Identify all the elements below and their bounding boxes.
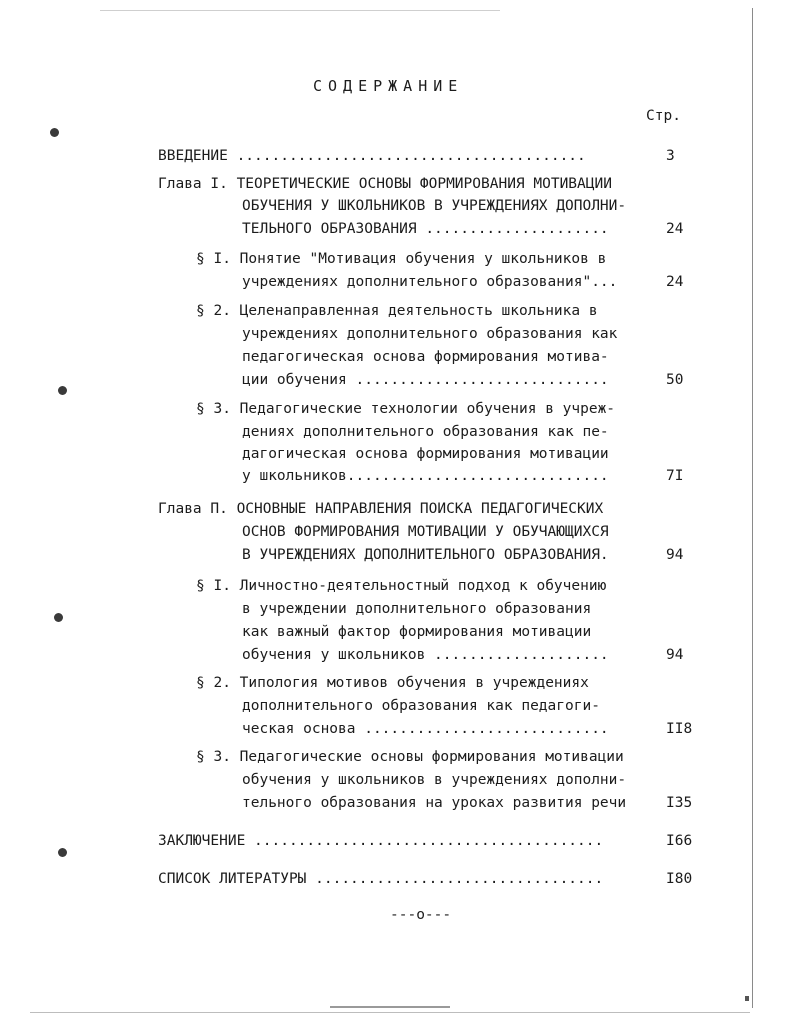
toc-line: дополнительного образования как педагоги- xyxy=(242,698,600,714)
toc-line: учреждениях дополнительного образования"... xyxy=(242,274,618,290)
binding-hole-mark xyxy=(58,848,67,857)
toc-line: ВВЕДЕНИЕ ........................................ xyxy=(158,148,586,164)
toc-line: ческая основа ............................ xyxy=(242,721,609,737)
toc-line: в учреждении дополнительного образования xyxy=(242,601,592,617)
scan-edge-bottom-mark xyxy=(330,1006,450,1008)
end-mark: ---o--- xyxy=(390,907,452,923)
toc-line: дениях дополнительного образования как пе- xyxy=(242,424,609,440)
toc-line: как важный фактор формирования мотивации xyxy=(242,624,592,640)
toc-line: обучения у школьников .................... xyxy=(242,647,609,663)
page-column-label: Стр. xyxy=(646,108,681,124)
scan-speck xyxy=(745,996,749,1001)
toc-title: СОДЕРЖАНИЕ xyxy=(313,77,464,95)
toc-page-number: I66 xyxy=(666,833,693,849)
toc-page-number: II8 xyxy=(666,721,693,737)
toc-page-number: I80 xyxy=(666,871,693,887)
toc-line: § 3. Педагогические технологии обучения в учреж- xyxy=(196,401,616,417)
toc-page-number: 24 xyxy=(666,274,684,290)
binding-hole-mark xyxy=(54,613,63,622)
toc-line: обучения у школьников в учреждениях дополни- xyxy=(242,772,627,788)
toc-page-number: 50 xyxy=(666,372,684,388)
toc-page-number: 94 xyxy=(666,647,684,663)
toc-line: § 2. Целенаправленная деятельность школьника в xyxy=(196,303,598,319)
toc-line: § I. Личностно-деятельностный подход к обучению xyxy=(196,578,607,594)
toc-line: Глава I. ТЕОРЕТИЧЕСКИЕ ОСНОВЫ ФОРМИРОВАНИЯ МОТИВАЦИИ xyxy=(158,176,612,192)
toc-line: учреждениях дополнительного образования как xyxy=(242,326,618,342)
toc-page-number: 3 xyxy=(666,148,675,164)
toc-page-number: 94 xyxy=(666,547,684,563)
scan-edge-bottom xyxy=(30,1012,750,1013)
toc-line: у школьников.............................. xyxy=(242,468,609,484)
toc-line: ОБУЧЕНИЯ У ШКОЛЬНИКОВ В УЧРЕЖДЕНИЯХ ДОПОЛНИ- xyxy=(242,198,627,214)
toc-line: ции обучения ............................. xyxy=(242,372,609,388)
toc-page-number: I35 xyxy=(666,795,693,811)
toc-line: § 3. Педагогические основы формирования мотивации xyxy=(196,749,624,765)
scan-edge-right xyxy=(752,8,753,1008)
toc-line: § I. Понятие "Мотивация обучения у школьников в xyxy=(196,251,607,267)
toc-line: ОСНОВ ФОРМИРОВАНИЯ МОТИВАЦИИ У ОБУЧАЮЩИХСЯ xyxy=(242,524,609,540)
toc-line: ТЕЛЬНОГО ОБРАЗОВАНИЯ ..................... xyxy=(242,221,609,237)
toc-line: СПИСОК ЛИТЕРАТУРЫ ................................. xyxy=(158,871,604,887)
toc-line: В УЧРЕЖДЕНИЯХ ДОПОЛНИТЕЛЬНОГО ОБРАЗОВАНИЯ. xyxy=(242,547,609,563)
toc-page-number: 24 xyxy=(666,221,684,237)
toc-line: § 2. Типология мотивов обучения в учреждениях xyxy=(196,675,589,691)
toc-page-number: 7I xyxy=(666,468,684,484)
scan-edge-top xyxy=(100,10,500,11)
toc-line: тельного образования на уроках развития речи xyxy=(242,795,627,811)
toc-line: Глава П. ОСНОВНЫЕ НАПРАВЛЕНИЯ ПОИСКА ПЕДАГОГИЧЕСКИХ xyxy=(158,501,604,517)
toc-line: ЗАКЛЮЧЕНИЕ ........................................ xyxy=(158,833,604,849)
binding-hole-mark xyxy=(50,128,59,137)
toc-line: педагогическая основа формирования мотива- xyxy=(242,349,609,365)
toc-line: дагогическая основа формирования мотивации xyxy=(242,446,609,462)
binding-hole-mark xyxy=(58,386,67,395)
